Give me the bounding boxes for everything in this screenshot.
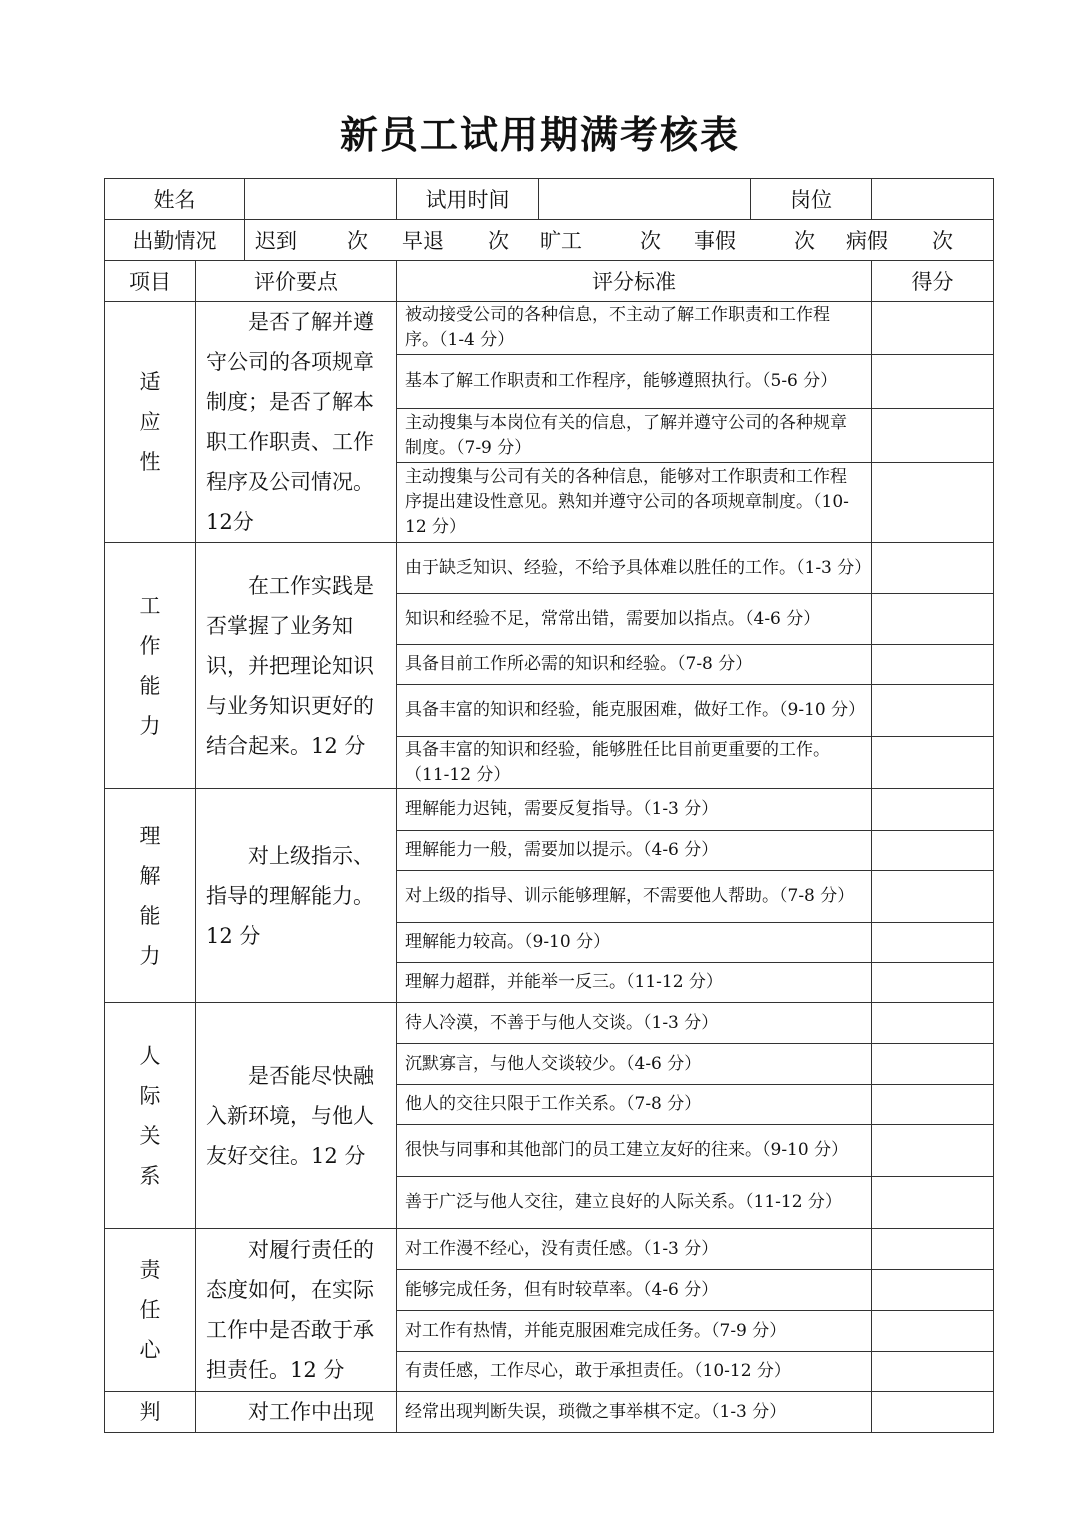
score-cell[interactable] — [872, 1003, 994, 1044]
absence-count-unit: 次 — [640, 229, 661, 253]
header-score: 得分 — [872, 261, 994, 302]
late-count-unit: 次 — [347, 229, 368, 253]
name-label: 姓名 — [105, 179, 245, 220]
criteria-item: 善于广泛与他人交往，建立良好的人际关系。（11-12 分） — [397, 1177, 872, 1229]
score-cell[interactable] — [872, 789, 994, 831]
evaluation-responsibility: 对履行责任的态度如何，在实际工作中是否敢于承担责任。12 分 — [196, 1229, 397, 1392]
criteria-item: 知识和经验不足，常常出错，需要加以指点。（4-6 分） — [397, 594, 872, 645]
attendance-row — [245, 220, 994, 261]
score-cell[interactable] — [872, 871, 994, 923]
criteria-item: 有责任感，工作尽心，敢于承担责任。（10-12 分） — [397, 1352, 872, 1392]
criteria-item: 具备丰富的知识和经验，能克服困难，做好工作。（9-10 分） — [397, 685, 872, 737]
score-cell[interactable] — [872, 1229, 994, 1270]
trial-period-label: 试用时间 — [397, 179, 539, 220]
sick-leave-count-unit: 次 — [932, 229, 953, 253]
criteria-item: 待人冷漠，不善于与他人交谈。（1-3 分） — [397, 1003, 872, 1044]
score-cell[interactable] — [872, 1085, 994, 1125]
name-field[interactable] — [245, 179, 397, 220]
category-work-ability: 工 作 能 力 — [105, 543, 196, 789]
criteria-item: 由于缺乏知识、经验，不给予具体难以胜任的工作。（1-3 分） — [397, 543, 872, 594]
criteria-item: 被动接受公司的各种信息，不主动了解工作职责和工作程序。（1-4 分） — [397, 302, 872, 355]
category-comprehension: 理 解 能 力 — [105, 789, 196, 1003]
personal-leave-label: 事假 — [694, 229, 736, 253]
score-cell[interactable] — [872, 737, 994, 789]
evaluation-interpersonal: 是否能尽快融入新环境，与他人友好交往。12 分 — [196, 1003, 397, 1229]
post-field[interactable] — [872, 179, 994, 220]
criteria-item: 理解能力较高。（9-10 分） — [397, 923, 872, 963]
evaluation-work-ability: 在工作实践是否掌握了业务知识，并把理论知识与业务知识更好的结合起来。12 分 — [196, 543, 397, 789]
score-cell[interactable] — [872, 1352, 994, 1392]
score-cell[interactable] — [872, 302, 994, 355]
criteria-item: 理解能力迟钝，需要反复指导。（1-3 分） — [397, 789, 872, 831]
early-leave-count-unit: 次 — [488, 229, 509, 253]
score-cell[interactable] — [872, 543, 994, 594]
score-cell[interactable] — [872, 963, 994, 1003]
criteria-item: 能够完成任务，但有时较草率。（4-6 分） — [397, 1270, 872, 1311]
score-cell[interactable] — [872, 685, 994, 737]
score-cell[interactable] — [872, 594, 994, 645]
criteria-item: 具备丰富的知识和经验，能够胜任比目前更重要的工作。（11-12 分） — [397, 737, 872, 789]
criteria-item: 主动搜集与本岗位有关的信息，了解并遵守公司的各种规章制度。（7-9 分） — [397, 409, 872, 462]
score-cell[interactable] — [872, 831, 994, 871]
absence-label: 旷工 — [540, 229, 582, 253]
score-cell[interactable] — [872, 1270, 994, 1311]
early-leave-label: 早退 — [402, 229, 444, 253]
criteria-item: 理解能力一般，需要加以提示。（4-6 分） — [397, 831, 872, 871]
criteria-item: 他人的交往只限于工作关系。（7-8 分） — [397, 1085, 872, 1125]
header-points: 评价要点 — [196, 261, 397, 302]
criteria-item: 基本了解工作职责和工作程序，能够遵照执行。（5-6 分） — [397, 355, 872, 409]
attendance-label: 出勤情况 — [105, 220, 245, 261]
trial-period-field[interactable] — [539, 179, 751, 220]
sick-leave-label: 病假 — [846, 229, 888, 253]
category-responsibility: 责 任 心 — [105, 1229, 196, 1392]
criteria-item: 具备目前工作所必需的知识和经验。（7-8 分） — [397, 645, 872, 685]
evaluation-adaptability: 是否了解并遵守公司的各项规章制度；是否了解本职工作职责、工作程序及公司情况。12分 — [196, 302, 397, 543]
score-cell[interactable] — [872, 355, 994, 409]
header-criteria: 评分标准 — [397, 261, 872, 302]
score-cell[interactable] — [872, 462, 994, 542]
criteria-item: 很快与同事和其他部门的员工建立友好的往来。（9-10 分） — [397, 1125, 872, 1177]
criteria-item: 经常出现判断失误，琐微之事举棋不定。（1-3 分） — [397, 1392, 872, 1433]
category-adaptability: 适 应 性 — [105, 302, 196, 543]
score-cell[interactable] — [872, 1044, 994, 1085]
score-cell[interactable] — [872, 1311, 994, 1352]
page-title: 新员工试用期满考核表 — [339, 113, 740, 157]
score-cell[interactable] — [872, 409, 994, 462]
category-judgment: 判 — [105, 1392, 196, 1433]
score-cell[interactable] — [872, 1125, 994, 1177]
criteria-item: 对工作漫不经心，没有责任感。（1-3 分） — [397, 1229, 872, 1270]
criteria-item: 对上级的指导、训示能够理解，不需要他人帮助。（7-8 分） — [397, 871, 872, 923]
late-label: 迟到 — [255, 229, 297, 253]
personal-leave-count-unit: 次 — [794, 229, 815, 253]
header-item: 项目 — [105, 261, 196, 302]
score-cell[interactable] — [872, 1392, 994, 1433]
evaluation-judgment: 对工作中出现 — [196, 1392, 397, 1433]
score-cell[interactable] — [872, 1177, 994, 1229]
assessment-table — [104, 178, 994, 1433]
criteria-item: 沉默寡言，与他人交谈较少。（4-6 分） — [397, 1044, 872, 1085]
post-label: 岗位 — [751, 179, 872, 220]
criteria-item: 主动搜集与公司有关的各种信息，能够对工作职责和工作程序提出建设性意见。熟知并遵守公司的各项规章制度。（10-12 分） — [397, 462, 872, 542]
criteria-item: 对工作有热情，并能克服困难完成任务。（7-9 分） — [397, 1311, 872, 1352]
evaluation-comprehension: 对上级指示、指导的理解能力。12 分 — [196, 789, 397, 1003]
criteria-item: 理解力超群，并能举一反三。（11-12 分） — [397, 963, 872, 1003]
score-cell[interactable] — [872, 645, 994, 685]
score-cell[interactable] — [872, 923, 994, 963]
category-interpersonal: 人 际 关 系 — [105, 1003, 196, 1229]
